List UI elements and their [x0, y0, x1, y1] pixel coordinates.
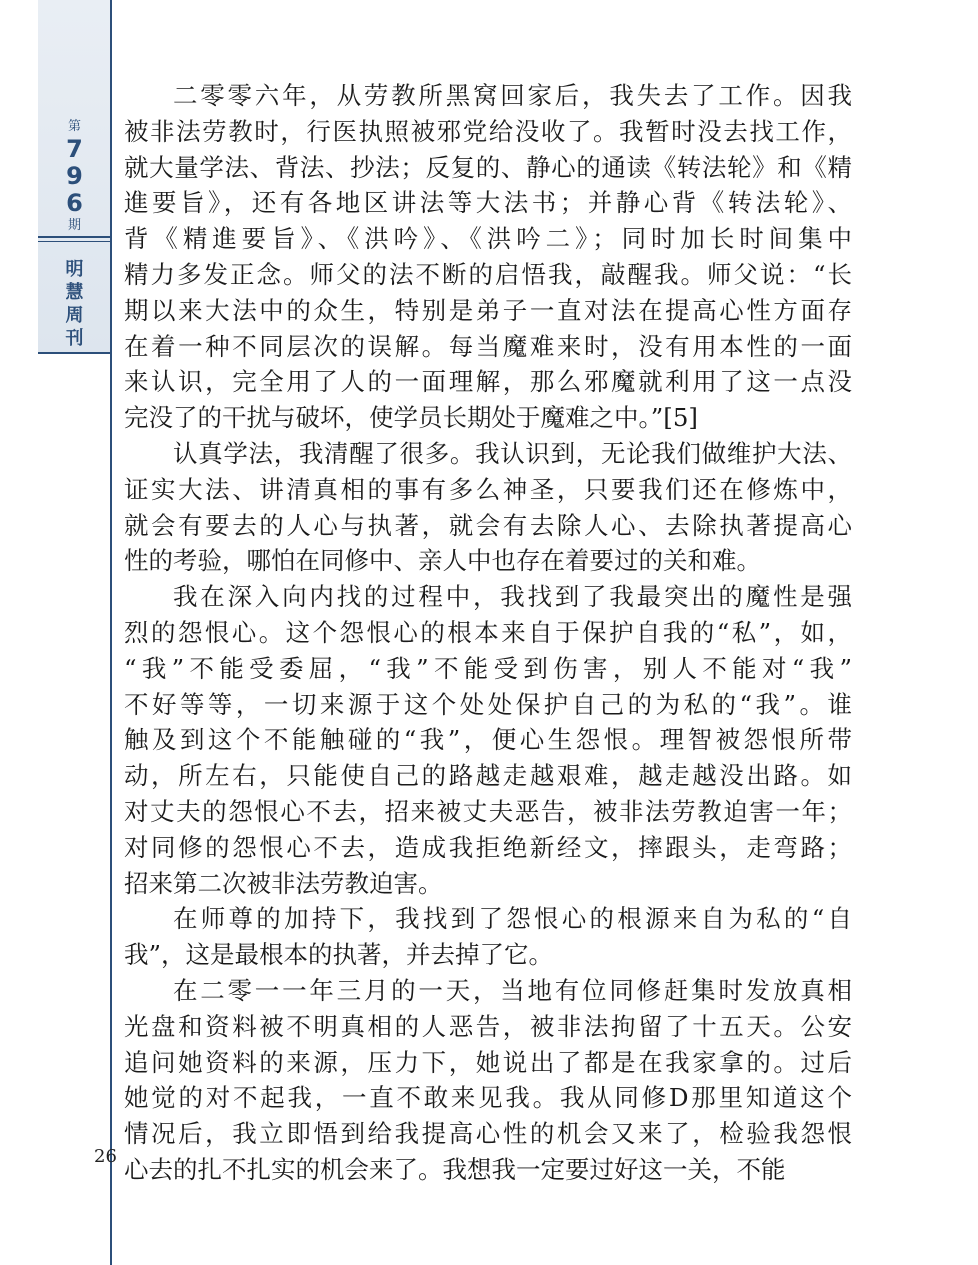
- text-line: 烈的怨恨心。这个怨恨心的根本来自于保护自我的“私”，如，: [124, 617, 852, 647]
- text-line: 证实大法、讲清真相的事有多么神圣，只要我们还在修炼中，: [124, 474, 852, 504]
- paragraph: [124, 78, 852, 436]
- text-line: 情况后，我立即悟到给我提高心性的机会又来了，检验我怨恨: [124, 1119, 852, 1149]
- text-line: 進要旨》，还有各地区讲法等大法书；并静心背《转法轮》、: [124, 188, 852, 218]
- divider: [38, 352, 111, 354]
- text-line: 来认识，完全用了人的一面理解，那么邪魔就利用了这一点没: [124, 367, 852, 397]
- divider: [38, 241, 111, 242]
- text-line: 二零零六年，从劳教所黑窝回家后，我失去了工作。因我: [173, 81, 852, 110]
- issue-prefix: 第: [67, 119, 81, 134]
- text-line: 不好等等，一切来源于这个处处保护自己的为私的“我”。谁: [124, 689, 852, 719]
- text-line: 动，所左右，只能使自己的路越走越艰难，越走越没出路。如: [124, 761, 852, 791]
- paragraph: [124, 436, 852, 579]
- text-line: 我在深入向内找的过程中，我找到了我最突出的魔性是强: [173, 582, 852, 612]
- text-line: 期以来大法中的众生，特别是弟子一直对法在提高心性方面存: [124, 295, 852, 325]
- page-number: 26: [94, 1146, 117, 1167]
- text-line: 触及到这个不能触碰的“我”，便心生怨恨。理智被怨恨所带: [124, 725, 852, 755]
- text-line: 追问她资料的来源，压力下，她说出了都是在我家拿的。过后: [124, 1047, 852, 1077]
- text-line: 我”，这是最根本的执著，并去掉了它。: [124, 940, 554, 970]
- publication-char: 慧: [65, 282, 84, 303]
- divider: [38, 236, 111, 238]
- publication-char: 刊: [65, 328, 84, 349]
- text-line: 她觉的对不起我，一直不敢来见我。我从同修D那里知道这个: [124, 1083, 852, 1113]
- text-line: 精力多发正念。师父的法不断的启悟我，敲醒我。师父说：“长: [124, 259, 852, 289]
- text-line: 心去的扎不扎实的机会来了。我想我一定要过好这一关，不能: [124, 1154, 786, 1184]
- text-line: 光盘和资料被不明真相的人恶告，被非法拘留了十五天。公安: [124, 1011, 852, 1041]
- text-line: 对丈夫的怨恨心不去，招来被丈夫恶告，被非法劳教迫害一年；: [124, 796, 852, 826]
- article-body: [124, 78, 852, 1188]
- text-line: 就会有要去的人心与执著，就会有去除人心、去除执著提高心: [124, 510, 852, 540]
- publication-name: [38, 258, 111, 350]
- text-line: “我”不能受委屈，“我”不能受到伤害，别人不能对“我”: [124, 653, 852, 683]
- issue-digit: 7: [66, 135, 83, 163]
- issue-digit: 6: [66, 189, 83, 217]
- text-line: 被非法劳教时，行医执照被邪党给没收了。我暂时没去找工作，: [124, 116, 852, 146]
- text-line: 就大量学法、背法、抄法；反复的、静心的通读《转法轮》和《精: [124, 152, 852, 182]
- publication-char: 明: [65, 259, 84, 280]
- text-line: 在师尊的加持下，我找到了怨恨心的根源来自为私的“自: [173, 904, 852, 934]
- paragraph: [124, 579, 852, 901]
- text-line: 性的考验，哪怕在同修中、亲人中也存在着要过的关和难。: [124, 546, 761, 576]
- paragraph: [124, 973, 852, 1188]
- text-line: 招来第二次被非法劳教迫害。: [124, 868, 443, 898]
- text-line: 在着一种不同层次的误解。每当魔难来时，没有用本性的一面: [124, 331, 852, 361]
- text-line: 在二零一一年三月的一天，当地有位同修赶集时发放真相: [173, 975, 852, 1005]
- text-line: 完没了的干扰与破坏，使学员长期处于魔难之中。”[5]: [124, 403, 698, 433]
- text-line: 背《精進要旨》、《洪吟》、《洪吟二》；同时加长时间集中: [124, 224, 852, 254]
- publication-char: 周: [65, 305, 84, 326]
- issue-digit: 9: [66, 162, 83, 190]
- text-line: 认真学法，我清醒了很多。我认识到，无论我们做维护大法、: [173, 438, 852, 468]
- issue-suffix: 期: [67, 218, 81, 233]
- text-line: 对同修的怨恨心不去，造成我拒绝新经文，摔跟头，走弯路；: [124, 832, 852, 862]
- paragraph: [124, 901, 852, 973]
- issue-number-block: [38, 118, 111, 235]
